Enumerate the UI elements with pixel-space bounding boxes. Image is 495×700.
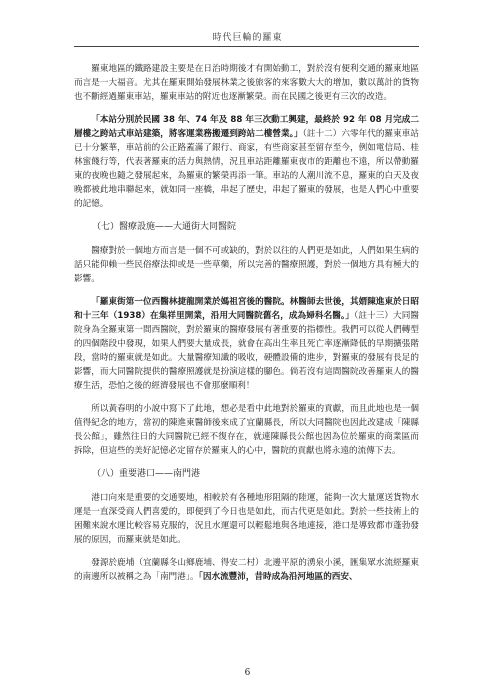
paragraph-text: （註十三）大同醫院身為全羅東第一間西醫院，對於羅東的醫療發展有著重要的指標性。我們可以從人們轉型的四個階段中發現，如果人們要大量成長，就會在高出生率且死亡率逐漸降低的早期擴張階段，當時的羅東就是如此。大量醫療知識的吸收，硬體設備的進步，對羅東的發展有長足的影響，而大同醫院提供的醫療照護就是扮演這樣的腳色。倘若沒有這間醫院改善羅東人的醫療生活，恐怕之後的經濟發展也不會那麼順利！: [74, 311, 419, 391]
section-heading-medical: （七）醫療設施——大通街大同醫院: [92, 222, 237, 232]
header-rule: [74, 46, 419, 47]
intro-paragraphs: [74, 62, 419, 211]
page-number: 6: [244, 668, 251, 678]
paragraph-text: 羅東地區的鐵路建設主要是在日治時期後才有開始動工，對於沒有便利交通的羅東地區而言是一大福音。尤其在羅東開始發展林業之後旅客的來客數大大的增加，數以萬計的貨物也不斷經過羅東車站，羅東車站的附近也逐漸繁榮。而在民國之後更有三次的改造。: [74, 64, 419, 102]
body-paragraph: [74, 491, 419, 547]
paragraph-text: 所以黃春明的小說中寫下了此地，想必是看中此地對於羅東的貢獻，而且此地也是一個值得紀念的地方，當初的陳進東醫師後來成了宜蘭縣長，所以大同醫院也因此改建成「陳縣長公館」，雖然往日的大同醫院已經不復存在，就連陳縣長公館也因為位於羅東的商業區而拆除，但這些的美好記憶必定留存於羅東人的心中，醫院的貢獻也將永遠的流傳下去。: [74, 404, 419, 456]
body-paragraph: [74, 244, 419, 286]
section-port-paragraphs: [74, 491, 419, 584]
section-heading-port: （八）重要港口——南門港: [92, 469, 201, 479]
quoted-citation: 「因水流豐沛，昔時成為沿河地區的西安、: [198, 572, 358, 582]
section-medical-paragraphs: [74, 244, 419, 458]
body-paragraph: [74, 113, 419, 211]
body-paragraph: [74, 295, 419, 393]
body-paragraph: [74, 62, 419, 104]
body-paragraph: [74, 556, 419, 584]
page-body: [74, 62, 419, 593]
paragraph-text: 醫療對於一個地方而言是一個不可或缺的，對於以往的人們更是如此，人們如果生病的話只能仰賴一些民俗療法抑或是一些草藥，所以完善的醫療照護，對於一個地方具有極大的影響。: [74, 246, 419, 284]
body-paragraph: [74, 402, 419, 458]
paragraph-text: 發源於鹿埔（宜蘭縣冬山鄉鹿埔、得安二村）北邊平原的湧泉小溪，匯集眾水流經羅東的南邊所以被稱之為「南門港」。: [74, 558, 419, 582]
running-header: 時代巨輪的羅東: [212, 33, 283, 43]
paragraph-text: 港口向來是重要的交通要地，相較於有各種地形阻隔的陸運，能夠一次大量運送貨物水運是一直深受商人們喜愛的，即便到了今日也是如此，而古代更是如此。對於一些技術上的困難來說水運比較容易克服的，況且水運還可以輕鬆地與各地連接，港口是導致都市蓬勃發展的原因，而羅東就是如此。: [74, 493, 419, 545]
quoted-citation: 「羅東街第一位西醫林捷龍開業於媽祖宮後的醫院。林醫師去世後，其婿陳進東於日昭和十三年（1938）在集祥里開業，沿用大同醫院舊名，成為婦科名醫。」: [74, 297, 419, 321]
quoted-citation: 「本站分別於民國 38 年、74 年及 88 年三次動工興建，最終於 92 年 08 月完成二層樓之跨站式車站建築，將客運業務搬遷到跨站二樓營業。」: [74, 115, 419, 139]
paragraph-text: （註十二）六零年代的羅東車站已十分繁華，車站前的公正路蓋滿了銀行、商家，有些商家甚至留存至今，例如電信局、桂林蜜餞行等，代表著羅東的活力與熱情，況且車站距離羅東夜市的距離也不遠，所以帶動羅東的夜晚也隨之發展起來，為羅東的繁榮再添一筆。車站的人潮川流不息，羅東的白天及夜晚都被此地串聯起來，就如同一座橋，串起了歷史，串起了羅東的發展，也是人們心中重要的記憶。: [74, 129, 419, 209]
